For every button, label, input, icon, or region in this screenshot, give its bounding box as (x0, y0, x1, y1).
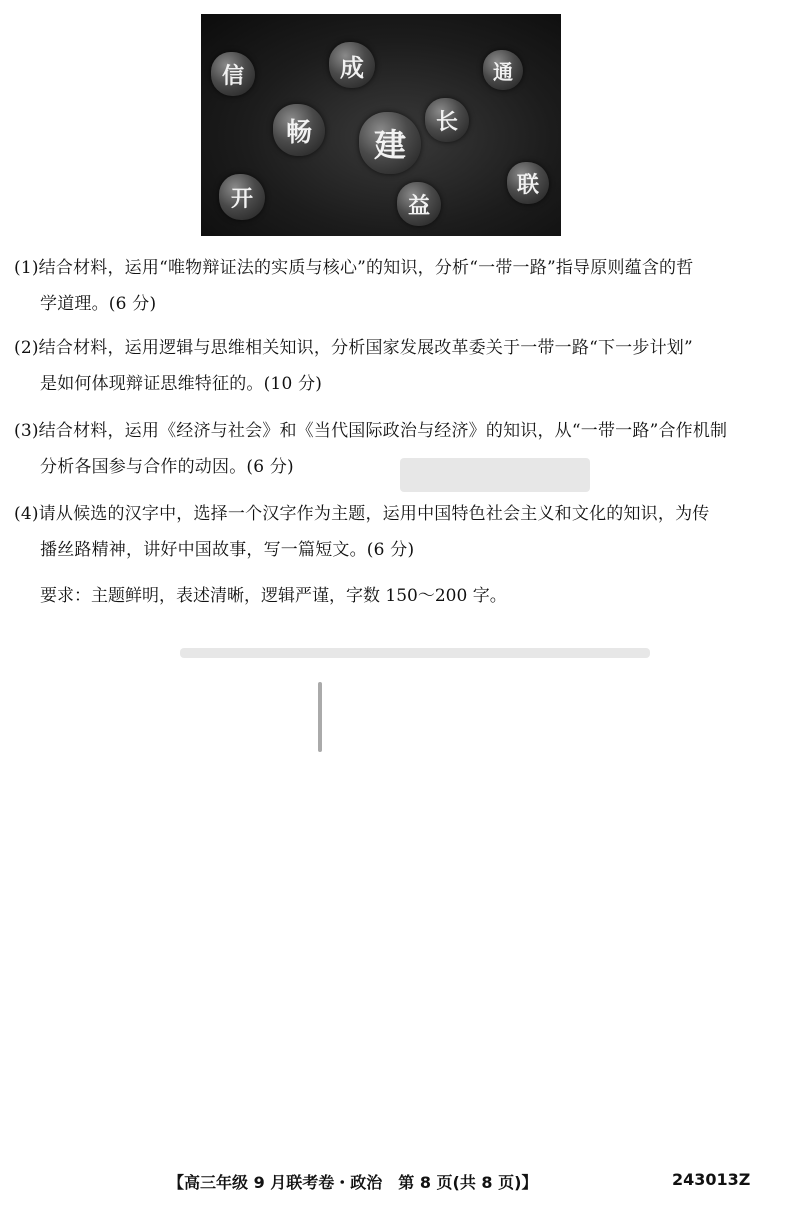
stone-char: 畅 (273, 104, 325, 156)
scan-smudge (318, 682, 322, 752)
question-4-line2: 播丝路精神，讲好中国故事，写一篇短文。(6 分) (40, 540, 415, 560)
question-2-line1: (2)结合材料，运用逻辑与思维相关知识，分析国家发展改革委关于一带一路“下一步计划” (14, 338, 693, 358)
question-4-line1: (4)请从候选的汉字中，选择一个汉字作为主题，运用中国特色社会主义和文化的知识，为传 (14, 504, 710, 524)
requirement-text: 要求：主题鲜明，表述清晰，逻辑严谨，字数 150～200 字。 (40, 586, 507, 606)
stone-char: 成 (329, 42, 375, 88)
stone-char: 建 (359, 112, 421, 174)
question-2-line2: 是如何体现辩证思维特征的。(10 分) (40, 374, 323, 394)
stone-char: 联 (507, 162, 549, 204)
question-3 (14, 413, 764, 485)
stone-char: 通 (483, 50, 523, 90)
scan-smudge (400, 458, 590, 492)
question-4 (14, 496, 764, 568)
stone-char: 开 (219, 174, 265, 220)
question-3-line2: 分析各国参与合作的动因。(6 分) (40, 457, 294, 477)
page-footer: 【高三年级 9 月联考卷・政治 第 8 页(共 8 页)】 (168, 1173, 538, 1192)
question-3-line1: (3)结合材料，运用《经济与社会》和《当代国际政治与经济》的知识，从“一带一路”合作机制 (14, 421, 728, 441)
question-1-line2: 学道理。(6 分) (40, 294, 157, 314)
question-2 (14, 330, 764, 402)
stone-char: 益 (397, 182, 441, 226)
calligraphy-stones-photo (201, 14, 561, 236)
stone-char: 信 (211, 52, 255, 96)
question-1 (14, 250, 764, 322)
stone-char: 长 (425, 98, 469, 142)
question-1-line1: (1)结合材料，运用“唯物辩证法的实质与核心”的知识，分析“一带一路”指导原则蕴含的哲 (14, 258, 694, 278)
exam-code: 243013Z (672, 1170, 751, 1189)
scan-smudge (180, 648, 650, 658)
